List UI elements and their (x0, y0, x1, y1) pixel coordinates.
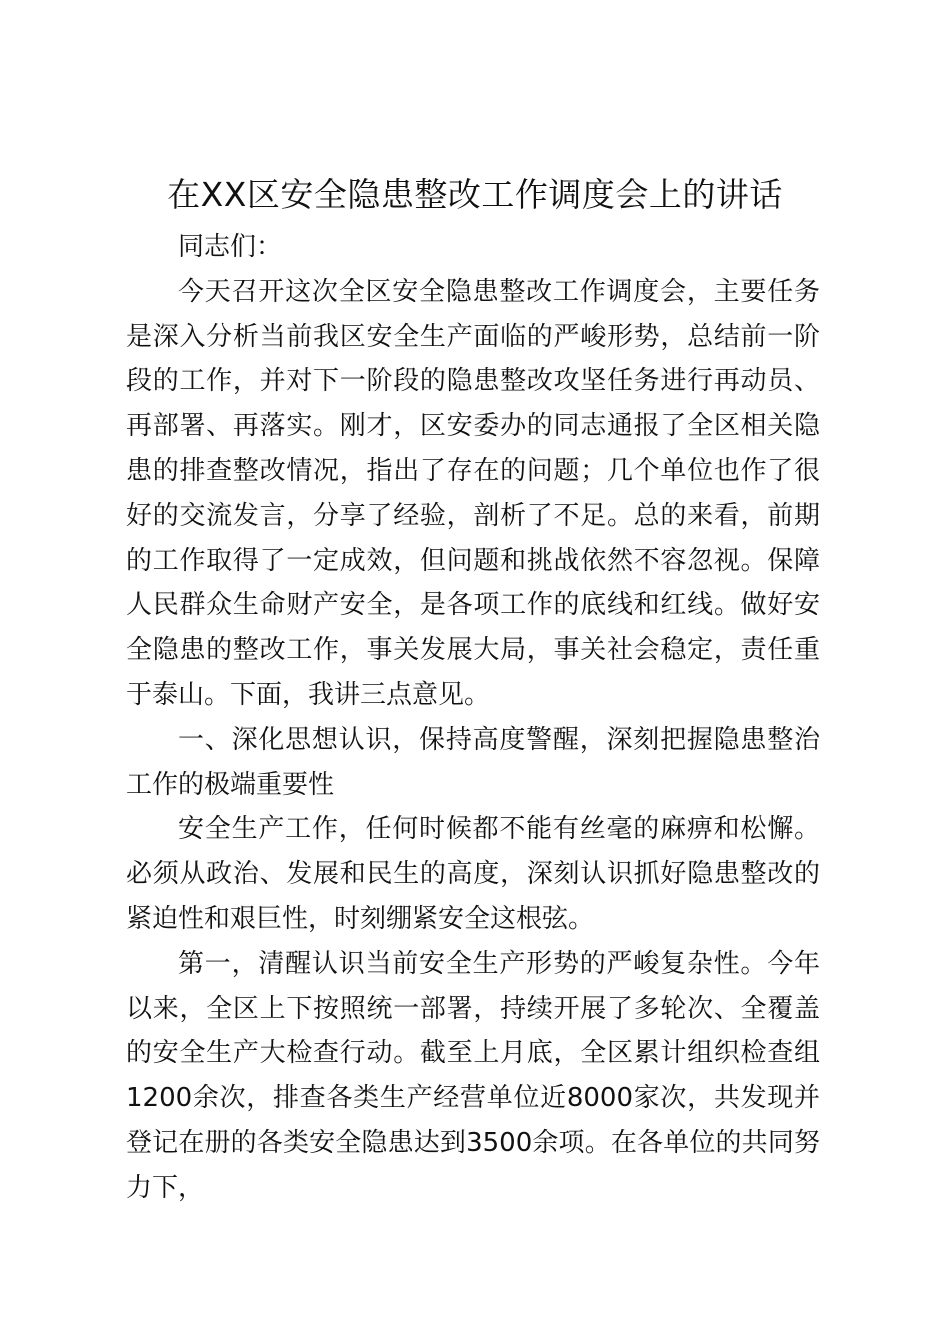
section-1-paragraph: 安全生产工作，任何时候都不能有丝毫的麻痹和松懈。必须从政治、发展和民生的高度，深刻认识抓好隐患整改的紧迫性和艰巨性，时刻绷紧安全这根弦。 (126, 814, 820, 934)
salutation: 同志们： (178, 232, 283, 262)
section-heading-1: 一、深化思想认识，保持高度警醒，深刻把握隐患整治工作的极端重要性 (126, 724, 820, 800)
intro-paragraph: 今天召开这次全区安全隐患整改工作调度会，主要任务是深入分析当前我区安全生产面临的严峻形势，总结前一阶段的工作，并对下一阶段的隐患整改攻坚任务进行再动员、再部署、再落实。刚才，区安委办的同志通报了全区相关隐患的排查整改情况，指出了存在的问题；几个单位也作了很好的交流发言，分享了经验，剖析了不足。总的来看，前期的工作取得了一定成效，但问题和挑战依然不容忽视。保障人民群众生命财产安全，是各项工作的底线和红线。做好安全隐患的整改工作，事关发展大局，事关社会稳定，责任重于泰山。下面，我讲三点意见。 (126, 276, 820, 710)
document-title: 在XX区安全隐患整改工作调度会上的讲话 (167, 175, 783, 214)
point-1-paragraph: 第一，清醒认识当前安全生产形势的严峻复杂性。今年以来，全区上下按照统一部署，持续开展了多轮次、全覆盖的安全生产大检查行动。截至上月底，全区累计组织检查组1200余次，排查各类生产经营单位近8000家次，共发现并登记在册的各类安全隐患达到3500余项。在各单位的共同努力下， (126, 948, 820, 1203)
document-body (126, 225, 820, 1211)
